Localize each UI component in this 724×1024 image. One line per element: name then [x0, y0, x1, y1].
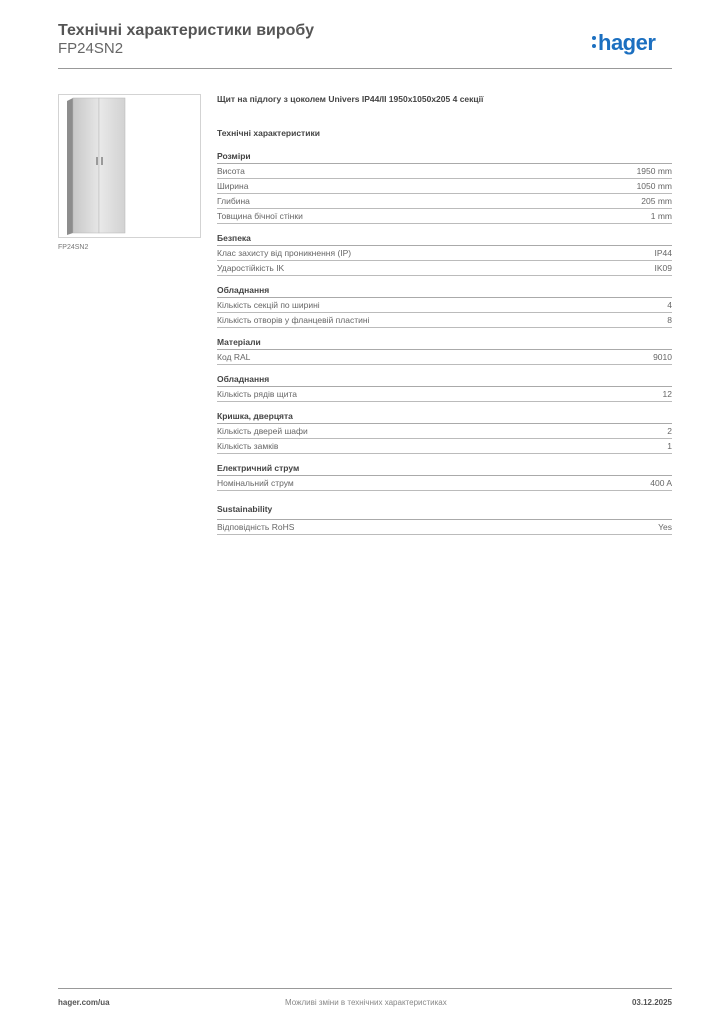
- spec-row: [217, 387, 672, 402]
- spec-value: 205 mm: [641, 196, 672, 206]
- spec-label: Номінальний струм: [217, 478, 294, 488]
- spec-sheet: [217, 94, 672, 535]
- spec-group-title: Кришка, дверцята: [217, 410, 672, 424]
- spec-label: Кількість замків: [217, 441, 279, 451]
- spec-row: [217, 194, 672, 209]
- spec-group: [217, 462, 672, 491]
- spec-value: IK09: [654, 263, 672, 273]
- spec-label: Ширина: [217, 181, 249, 191]
- spec-label: Кількість секцій по ширині: [217, 300, 320, 310]
- spec-group-title: Обладнання: [217, 284, 672, 298]
- spec-row: [217, 476, 672, 491]
- spec-group: [217, 503, 672, 535]
- spec-group-title: Sustainability: [217, 504, 273, 514]
- spec-row: [217, 164, 672, 179]
- spec-label: Код RAL: [217, 352, 251, 362]
- spec-row: [217, 298, 672, 313]
- spec-group-title: Електричний струм: [217, 462, 672, 476]
- spec-label: Кількість дверей шафи: [217, 426, 308, 436]
- cabinet-illustration-icon: [59, 95, 200, 237]
- footer-divider: [58, 988, 672, 989]
- spec-row: [217, 519, 672, 535]
- spec-group: [217, 150, 672, 224]
- spec-value: 1: [667, 441, 672, 451]
- spec-row: [217, 439, 672, 454]
- product-description: Щит на підлогу з цоколем Univers IP44/II 1950x1050x205 4 секції: [217, 94, 484, 104]
- spec-group: [217, 336, 672, 365]
- logo-dots-icon: [592, 36, 596, 50]
- footer-date: 03.12.2025: [631, 998, 672, 1007]
- spec-value: 1050 mm: [636, 181, 672, 191]
- spec-value: 2: [667, 426, 672, 436]
- footer-website-link[interactable]: hager.com/ua: [58, 998, 110, 1007]
- spec-value: 9010: [653, 352, 672, 362]
- spec-label: Ударостійкість IK: [217, 263, 285, 273]
- spec-row: [217, 209, 672, 224]
- spec-label: Клас захисту від проникнення (IP): [217, 248, 352, 258]
- spec-group-title: Розміри: [217, 150, 672, 164]
- spec-group-title: Обладнання: [217, 373, 672, 387]
- spec-value: 1 mm: [650, 211, 672, 221]
- specs-heading: Технічні характеристики: [217, 128, 320, 138]
- product-image: [58, 94, 201, 238]
- spec-value: Yes: [658, 522, 672, 532]
- spec-group: [217, 232, 672, 276]
- spec-row: [217, 261, 672, 276]
- spec-group: [217, 284, 672, 328]
- spec-label: Товщина бічної стінки: [217, 211, 303, 221]
- logo-text: hager: [598, 30, 656, 55]
- spec-label: Глибина: [217, 196, 250, 206]
- spec-label: Висота: [217, 166, 245, 176]
- spec-value: IP44: [654, 248, 672, 258]
- footer-notice: Можливі зміни в технічних характеристиках: [285, 998, 447, 1007]
- spec-row: [217, 424, 672, 439]
- spec-group-title: Матеріали: [217, 336, 672, 350]
- spec-group: [217, 373, 672, 402]
- spec-group-title: Безпека: [217, 232, 672, 246]
- spec-row: [217, 246, 672, 261]
- spec-label: Кількість отворів у фланцевій пластині: [217, 315, 370, 325]
- header-divider: [58, 68, 672, 69]
- product-image-caption: FP24SN2: [58, 244, 89, 251]
- spec-value: 12: [662, 389, 672, 399]
- spec-row: [217, 350, 672, 365]
- spec-group: [217, 410, 672, 454]
- hager-logo[interactable]: [592, 30, 674, 56]
- spec-row: [217, 313, 672, 328]
- spec-value: 1950 mm: [636, 166, 672, 176]
- spec-row: [217, 179, 672, 194]
- spec-label: Відповідність RoHS: [217, 522, 295, 532]
- spec-label: Кількість рядів щита: [217, 389, 297, 399]
- spec-value: 400 A: [650, 478, 672, 488]
- spec-value: 4: [667, 300, 672, 310]
- product-code: FP24SN2: [58, 40, 124, 57]
- spec-value: 8: [667, 315, 672, 325]
- page-title: Технічні характеристики виробу: [58, 22, 314, 39]
